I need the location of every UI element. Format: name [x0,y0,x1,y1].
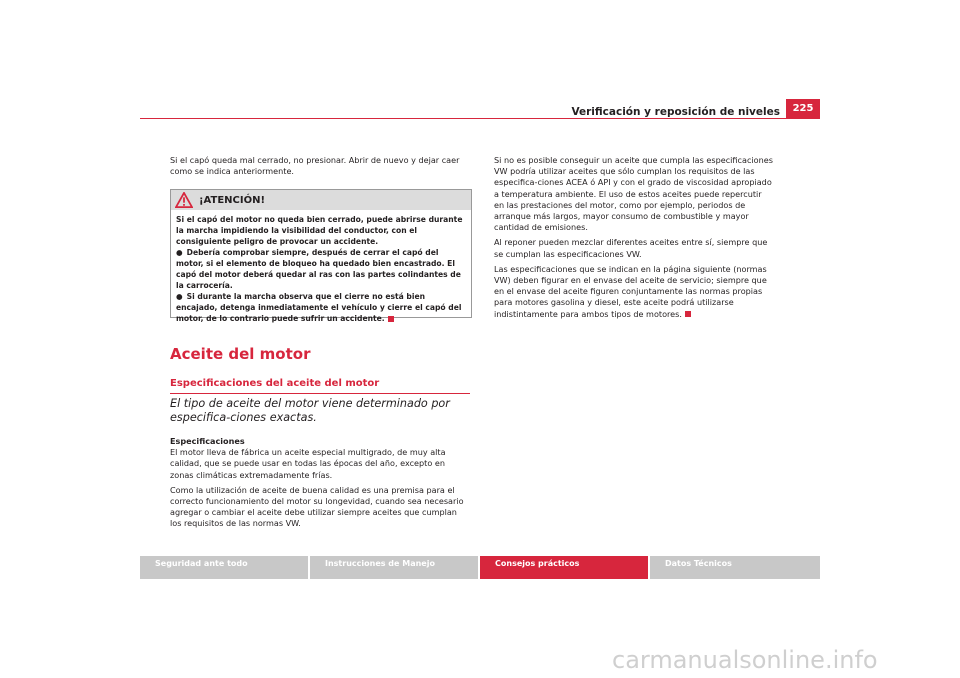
warning-paragraph: Si el capó del motor no queda bien cerrado, puede abrirse durante la marcha impidiendo la visibilidad del conductor, con el consiguiente peligro de provocar un accidente. [176,215,463,246]
section-intro: El tipo de aceite del motor viene determinado por especifica-ciones exactas. [170,397,450,424]
bullet-icon: ● [176,248,183,257]
warning-body [171,210,471,324]
running-header-title: Verificación y reposición de niveles [571,106,780,118]
right-paragraph-3-text: Las especificaciones que se indican en la página siguiente (normas VW) deben figurar en el envase del aceite de servicio; siempre que en el envase del aceite figuren conjuntamente las normas propias para motores gasolina y diesel, este aceite podrá utilizarse indistintamente para ambos tipos de motores. [494,263,767,319]
specifications-heading: Especificaciones [170,436,245,446]
right-paragraph-1: Si no es posible conseguir un aceite que cumpla las especificaciones VW podría utilizar aceites que sólo cumplan los requisitos de las especifica-ciones ACEA ó API y con el grado de viscosidad apropiado a temperatura ambiente. El uso de estos aceites puede repercutir en las prestaciones del motor, como por ejemplo, periodos de arranque más largos, mayor consumo de combustible y mayor cantidad de emisiones. [494,155,773,233]
footer-tab-operating-instructions[interactable]: Instrucciones de Manejo [310,556,478,579]
warning-bullet-1 [176,247,466,291]
warning-title: ¡ATENCIÓN! [199,194,266,206]
bullet-icon: ● [176,292,183,301]
right-column [494,155,774,320]
footer-tab-practical-tips[interactable]: Consejos prácticos [480,556,648,579]
specifications-paragraph-1: El motor lleva de fábrica un aceite especial multigrado, de muy alta calidad, que se puede usar en todas las épocas del año, excepto en zonas climáticas extremadamente frías. [170,447,446,480]
subsection-title: Especificaciones del aceite del motor [170,378,470,394]
specifications-paragraph-2: Como la utilización de aceite de buena calidad es una premisa para el correcto funcionamiento del motor su longevidad, cuando sea necesario agregar o cambiar el aceite debe utilizar siempre aceites que cumplan los requisitos de las normas VW. [170,484,464,529]
right-paragraph-3 [494,264,774,320]
warning-triangle-icon [175,192,193,208]
end-of-section-icon [685,311,691,317]
warning-box [170,189,472,323]
warning-bullet-2-text: Si durante la marcha observa que el cierre no está bien encajado, detenga inmediatamente el vehículo y cierre el capó del motor, de lo contrario puede sufrir un accidente. [176,292,462,323]
specifications-block [170,436,470,530]
section-title: Aceite del motor [170,345,311,363]
hood-paragraph-block [170,155,470,177]
warning-bullet-2 [176,291,466,324]
page-number: 225 [786,99,820,118]
hood-paragraph: Si el capó queda mal cerrado, no presionar. Abrir de nuevo y dejar caer como se indica anteriormente. [170,155,460,177]
end-of-section-icon [388,316,394,322]
watermark: carmanualsonline.info [612,646,878,674]
footer-tab-safety[interactable]: Seguridad ante todo [140,556,308,579]
footer-tab-technical-data[interactable]: Datos Técnicos [650,556,820,579]
warning-bullet-1-text: Debería comprobar siempre, después de cerrar el capó del motor, si el elemento de bloqueo ha quedado bien encastrado. El capó del motor deberá quedar al ras con las partes colindantes de la carrocería. [176,248,461,290]
right-paragraph-2: Al reponer pueden mezclar diferentes aceites entre sí, siempre que se cumplan las especificaciones VW. [494,237,768,259]
header-divider [140,118,820,119]
warning-header [171,190,471,210]
